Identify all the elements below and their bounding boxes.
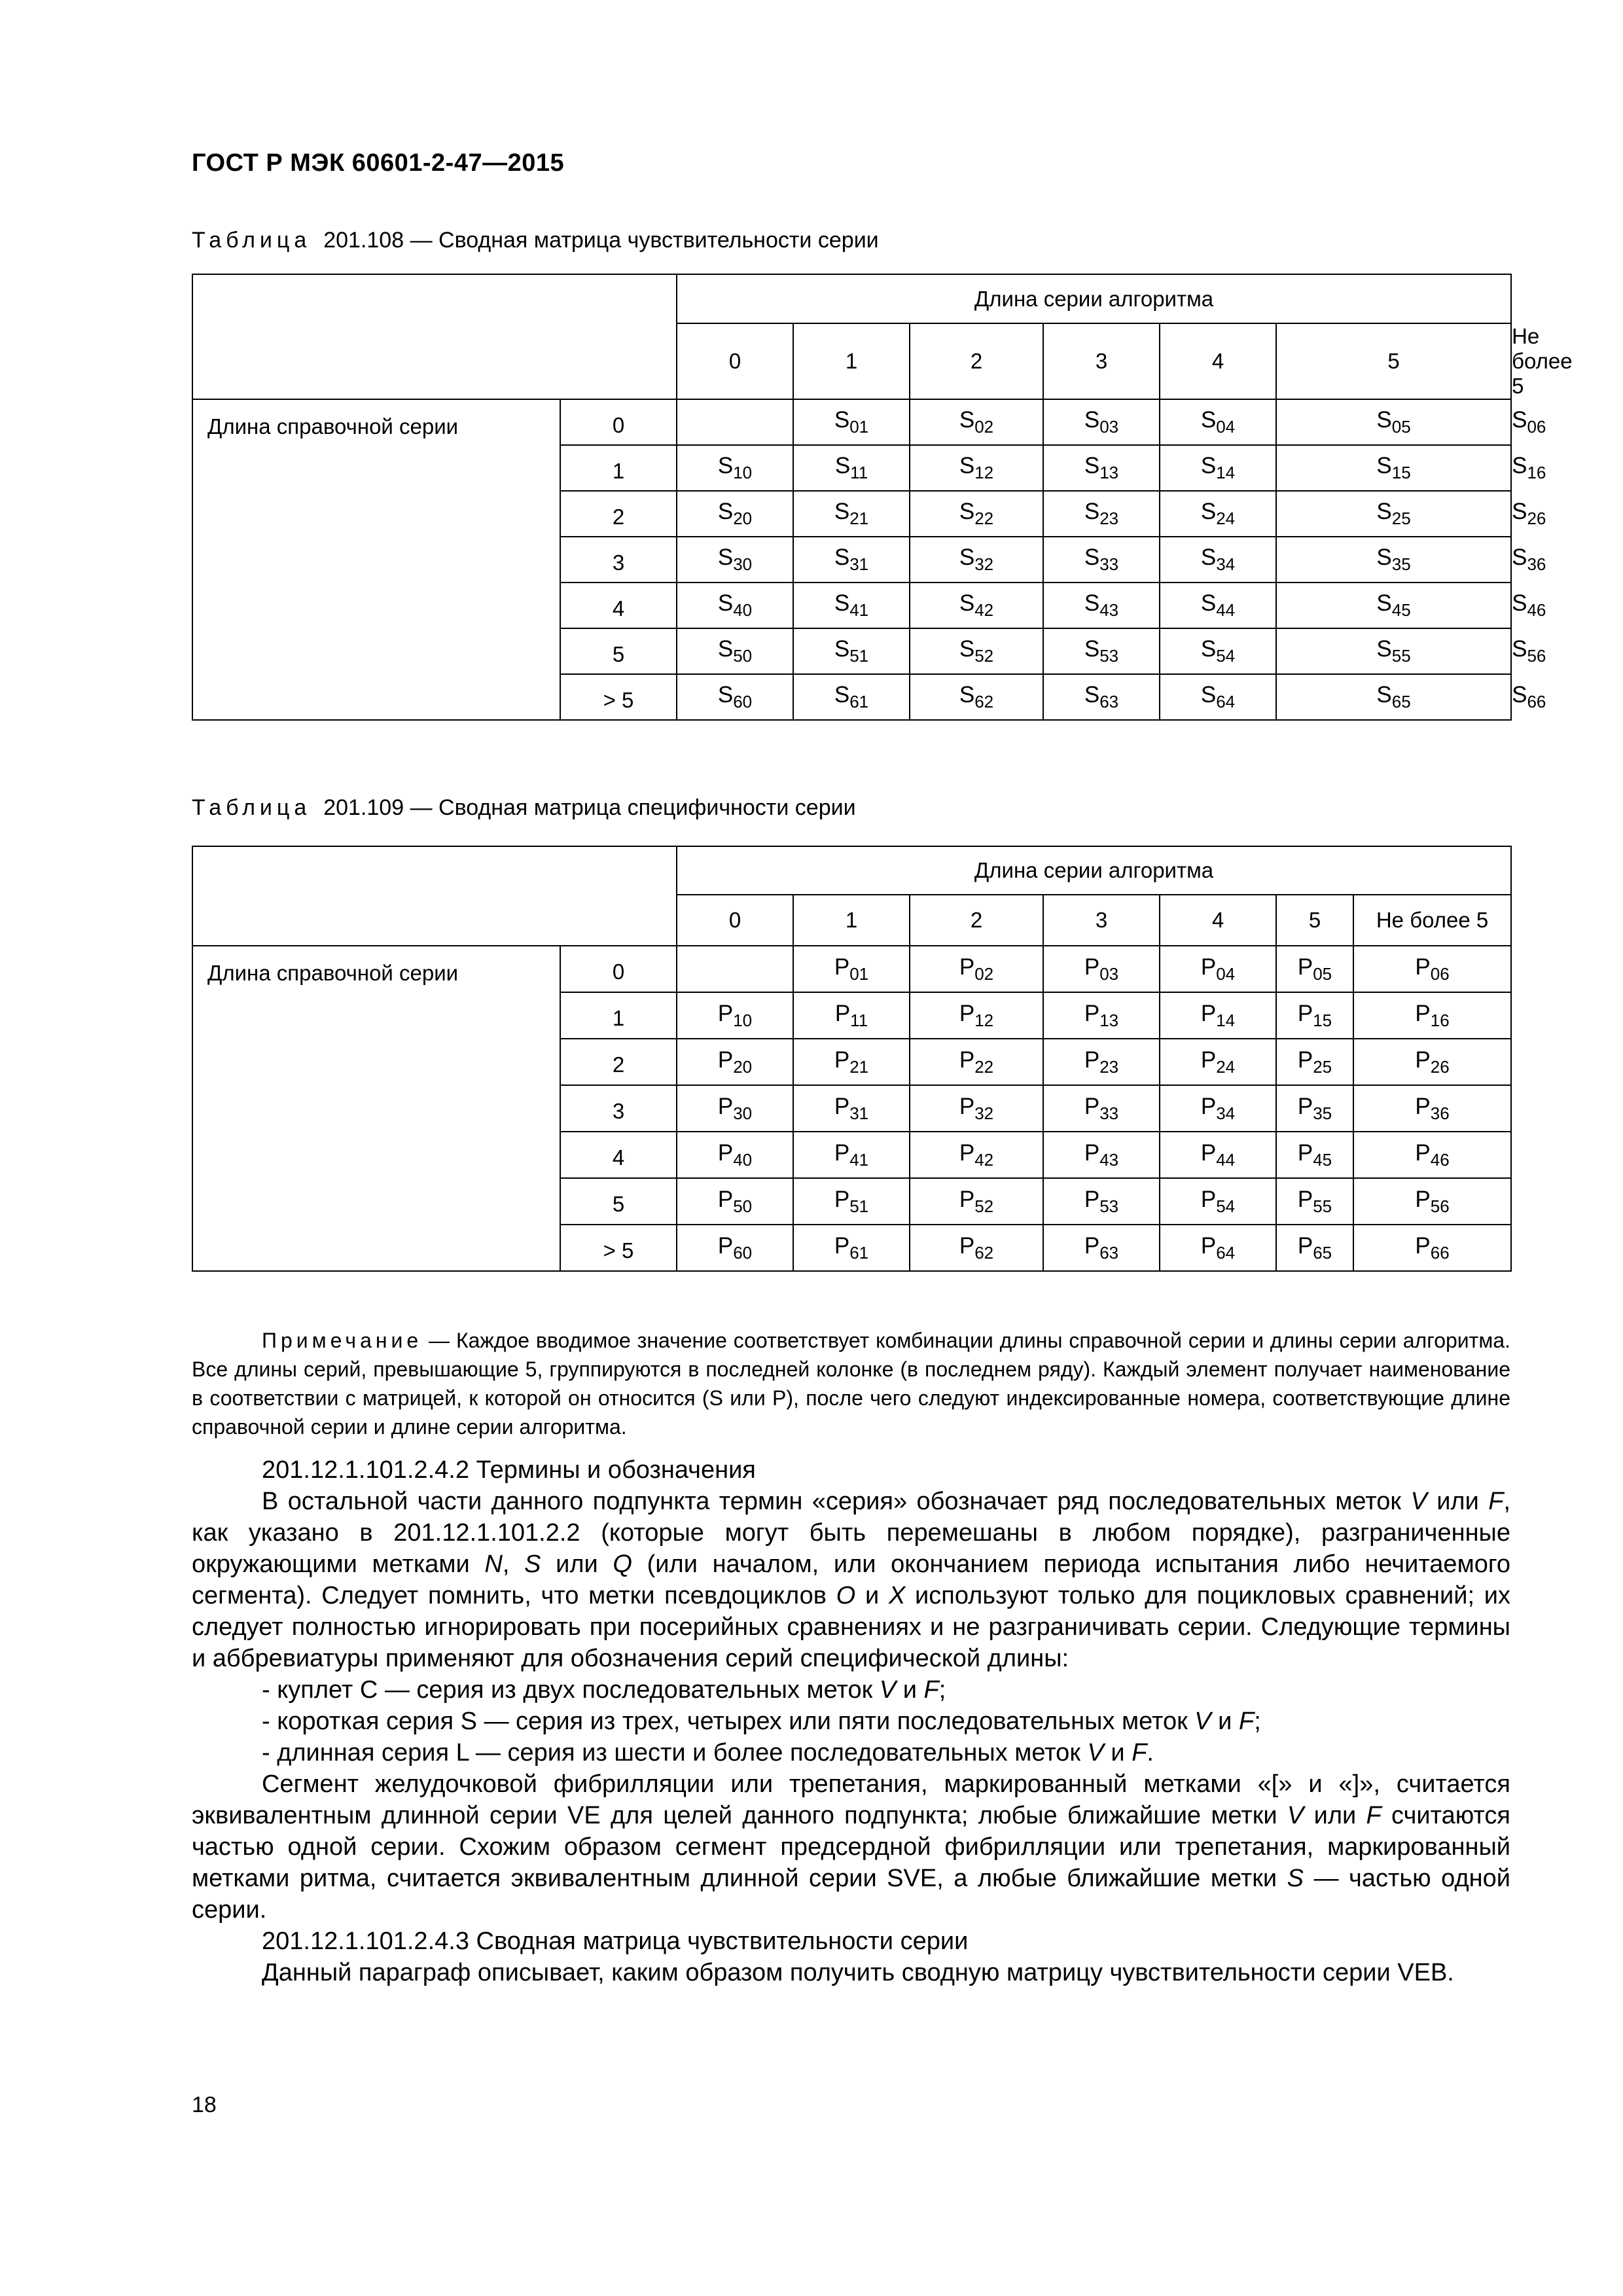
matrix-cell: $S_{20}$: [677, 491, 793, 537]
matrix-cell: $S_{61}$: [793, 674, 910, 720]
matrix-cell: $P_{50}$: [677, 1178, 793, 1225]
matrix-cell: $S_{24}$: [1160, 491, 1276, 537]
matrix-cell: $S_{50}$: [677, 628, 793, 674]
matrix-cell: $S_{45}$: [1276, 583, 1511, 628]
matrix-cell: $S_{02}$: [910, 399, 1043, 445]
matrix-cell: $S_{32}$: [910, 537, 1043, 583]
note-lead: Примечание: [262, 1329, 423, 1352]
matrix-cell: $P_{54}$: [1160, 1178, 1276, 1225]
matrix-cell: [677, 946, 793, 992]
matrix-cell: $S_{55}$: [1276, 628, 1511, 674]
section-heading: 201.12.1.101.2.4.2 Термины и обозначения: [262, 1456, 756, 1484]
matrix-cell: $P_{40}$: [677, 1132, 793, 1178]
table-note: [192, 1326, 1510, 1441]
ref-row-header: 2: [560, 1039, 677, 1085]
matrix-cell: $P_{35}$: [1276, 1085, 1353, 1132]
matrix-cell: $P_{30}$: [677, 1085, 793, 1132]
algo-col-header: 2: [910, 323, 1043, 399]
ref-row-header: 3: [560, 537, 677, 583]
matrix-cell: $S_{63}$: [1043, 674, 1160, 720]
algo-col-header: 4: [1160, 895, 1276, 946]
matrix-cell: $S_{03}$: [1043, 399, 1160, 445]
matrix-cell: $S_{33}$: [1043, 537, 1160, 583]
matrix-cell: $S_{60}$: [677, 674, 793, 720]
matrix-cell: $P_{20}$: [677, 1039, 793, 1085]
matrix-cell: $S_{04}$: [1160, 399, 1276, 445]
caption-text: 201.108 — Сводная матрица чувствительности серии: [323, 228, 879, 253]
matrix-cell: $S_{13}$: [1043, 445, 1160, 491]
matrix-cell: $P_{52}$: [910, 1178, 1043, 1225]
algo-col-header: 3: [1043, 895, 1160, 946]
list-item: - короткая серия S — серия из трех, четырех или пяти последовательных меток V и F;: [262, 1708, 1261, 1735]
matrix-cell: $P_{53}$: [1043, 1178, 1160, 1225]
matrix-cell: $S_{15}$: [1276, 445, 1511, 491]
matrix-cell: [677, 399, 793, 445]
paragraph: Сегмент желудочковой фибрилляции или трепетания, маркированный метками «[» и «]», считается эквивалентным длинной серии VE для целей данного подпункта; любые ближайшие метки V или F считаются частью одной серии. Схожим образом сегмент предсердной фибрилляции или трепетания, маркированный метками ритма, считается эквивалентным длинной серии SVE, а любые ближайшие метки S — частью одной серии.: [192, 1770, 1511, 1924]
matrix-cell: $P_{10}$: [677, 992, 793, 1039]
matrix-cell: $P_{31}$: [793, 1085, 910, 1132]
ref-row-header: > 5: [560, 674, 677, 720]
ref-row-header: 5: [560, 628, 677, 674]
ref-row-header: 3: [560, 1085, 677, 1132]
matrix-cell: $S_{53}$: [1043, 628, 1160, 674]
matrix-cell: $S_{43}$: [1043, 583, 1160, 628]
matrix-cell: $P_{44}$: [1160, 1132, 1276, 1178]
matrix-cell: $P_{34}$: [1160, 1085, 1276, 1132]
matrix-cell: $P_{02}$: [910, 946, 1043, 992]
matrix-cell: $S_{22}$: [910, 491, 1043, 537]
paragraph: Данный параграф описывает, каким образом получить сводную матрицу чувствительности серии VEB.: [262, 1959, 1454, 1986]
matrix-cell: $P_{64}$: [1160, 1225, 1276, 1271]
ref-row-header: 0: [560, 946, 677, 992]
matrix-cell: $P_{36}$: [1353, 1085, 1511, 1132]
matrix-cell: $S_{30}$: [677, 537, 793, 583]
algo-col-header: 1: [793, 895, 910, 946]
table-caption-sensitivity: [192, 228, 879, 253]
matrix-cell: $S_{35}$: [1276, 537, 1511, 583]
caption-lead: Таблица: [192, 228, 312, 253]
page-number: 18: [192, 2092, 217, 2117]
matrix-cell: $S_{31}$: [793, 537, 910, 583]
matrix-cell: $S_{41}$: [793, 583, 910, 628]
matrix-cell: $P_{21}$: [793, 1039, 910, 1085]
algo-col-header: 0: [677, 895, 793, 946]
ref-row-header: 0: [560, 399, 677, 445]
section-heading: 201.12.1.101.2.4.3 Сводная матрица чувствительности серии: [262, 1928, 969, 1955]
matrix-cell: $S_{14}$: [1160, 445, 1276, 491]
matrix-cell: $P_{61}$: [793, 1225, 910, 1271]
matrix-cell: $P_{22}$: [910, 1039, 1043, 1085]
matrix-cell: $P_{05}$: [1276, 946, 1353, 992]
matrix-cell: $S_{23}$: [1043, 491, 1160, 537]
matrix-cell: $P_{56}$: [1353, 1178, 1511, 1225]
matrix-cell: $S_{21}$: [793, 491, 910, 537]
matrix-cell: $P_{46}$: [1353, 1132, 1511, 1178]
note-text: — Каждое вводимое значение соответствует комбинации длины справочной серии и длины серии алгоритма. Все длины серий, превышающие 5, группируются в последней колонке (в последнем ряду). Каждый элемент получает наименование в соответствии с матрицей, к которой он относится (S или P), после чего следуют индексированные номера, соответствующие длине справочной серии и длине серии алгоритма.: [192, 1329, 1510, 1439]
corner-cell: [192, 846, 677, 946]
ref-row-header: 2: [560, 491, 677, 537]
matrix-cell: $P_{65}$: [1276, 1225, 1353, 1271]
ref-row-header: 1: [560, 992, 677, 1039]
matrix-cell: $S_{05}$: [1276, 399, 1511, 445]
caption-lead: Таблица: [192, 795, 312, 820]
matrix-cell: $P_{23}$: [1043, 1039, 1160, 1085]
matrix-cell: $P_{24}$: [1160, 1039, 1276, 1085]
algo-length-header: Длина серии алгоритма: [677, 274, 1511, 323]
table-caption-specificity: [192, 795, 856, 821]
matrix-cell: $S_{42}$: [910, 583, 1043, 628]
ref-row-header: 1: [560, 445, 677, 491]
matrix-cell: $P_{42}$: [910, 1132, 1043, 1178]
matrix-cell: $P_{26}$: [1353, 1039, 1511, 1085]
matrix-cell: $S_{40}$: [677, 583, 793, 628]
matrix-cell: $P_{01}$: [793, 946, 910, 992]
matrix-cell: $P_{15}$: [1276, 992, 1353, 1039]
matrix-cell: $P_{51}$: [793, 1178, 910, 1225]
matrix-cell: $S_{51}$: [793, 628, 910, 674]
matrix-cell: $P_{13}$: [1043, 992, 1160, 1039]
matrix-cell: $S_{54}$: [1160, 628, 1276, 674]
ref-row-header: 5: [560, 1178, 677, 1225]
ref-row-header: 4: [560, 1132, 677, 1178]
algo-col-header: 5: [1276, 895, 1353, 946]
matrix-cell: $S_{01}$: [793, 399, 910, 445]
document-header: ГОСТ Р МЭК 60601-2-47—2015: [192, 149, 565, 177]
matrix-cell: $P_{63}$: [1043, 1225, 1160, 1271]
matrix-cell: $S_{25}$: [1276, 491, 1511, 537]
algo-col-header: 0: [677, 323, 793, 399]
algo-col-header: 5: [1276, 323, 1511, 399]
matrix-cell: $S_{44}$: [1160, 583, 1276, 628]
matrix-cell: $P_{25}$: [1276, 1039, 1353, 1085]
matrix-cell: $P_{12}$: [910, 992, 1043, 1039]
matrix-cell: $P_{41}$: [793, 1132, 910, 1178]
sensitivity-matrix-table: Длина серии алгоритма 0 1 2 3 4 5 Не более 5 Длина справочной серии 0 $S_{01}$ $S_{02}$ $S_{03}$ $S_{04}$ $S_{05}$ $S_{06}$ 1 $S_{10}$ $S_{11}$ $S_{12}$ $S_{13}$ $S_{14}$ $S_{15}$ $S_{16}$ 2 $S_{20}$ $S_{21}$ $S_{22}$ $S_{23}$ $S_{24}$ $S_{25}$ $S_{26}$ 3 $S_{30}$ $S_{31}$ $S_{32}$ $S_{33}$ $S_{34}$ $S_{35}$ $S_{36}$ 4 $S_{40}$ $S_{41}$ $S_{42}$ $S_{43}$ $S_{44}$ $S_{45}$ $S_{46}$ 5 $S_{50}$ $S_{51}$ $S_{52}$ $S_{53}$ $S_{54}$ $S_{55}$ $S_{56}$ > 5 $S_{60}$ $S_{61}$ $S_{62}$ $S_{63}$ $S_{64}$ $S_{65}$ $S_{66}$: [192, 274, 1512, 721]
matrix-cell: $S_{12}$: [910, 445, 1043, 491]
matrix-cell: $S_{11}$: [793, 445, 910, 491]
matrix-cell: $S_{10}$: [677, 445, 793, 491]
ref-row-header: > 5: [560, 1225, 677, 1271]
matrix-cell: $P_{11}$: [793, 992, 910, 1039]
algo-col-header: 1: [793, 323, 910, 399]
caption-text: 201.109 — Сводная матрица специфичности серии: [323, 795, 856, 820]
matrix-cell: $P_{62}$: [910, 1225, 1043, 1271]
matrix-cell: $S_{65}$: [1276, 674, 1511, 720]
algo-length-header: Длина серии алгоритма: [677, 846, 1511, 895]
ref-length-label: Длина справочной серии: [192, 946, 560, 1271]
matrix-cell: $S_{52}$: [910, 628, 1043, 674]
algo-col-header: 2: [910, 895, 1043, 946]
corner-cell: [192, 274, 677, 399]
paragraph: В остальной части данного подпункта термин «серия» обозначает ряд последовательных меток V или F, как указано в 201.12.1.101.2.2 (которые могут быть перемешаны в любом порядке), разграниченные окружающими метками N, S или Q (или началом, или окончанием периода испытания либо нечитаемого сегмента). Следует помнить, что метки псевдоциклов O и X используют только для поцикловых сравнений; их следует полностью игнорировать при посерийных сравнениях и не разграничивать серии. Следующие термины и аббревиатуры применяют для обозначения серий специфической длины:: [192, 1488, 1511, 1672]
matrix-cell: $P_{45}$: [1276, 1132, 1353, 1178]
matrix-cell: $S_{62}$: [910, 674, 1043, 720]
matrix-cell: $P_{14}$: [1160, 992, 1276, 1039]
matrix-cell: $P_{55}$: [1276, 1178, 1353, 1225]
matrix-cell: $P_{03}$: [1043, 946, 1160, 992]
matrix-cell: $P_{33}$: [1043, 1085, 1160, 1132]
list-item: - куплет C — серия из двух последовательных меток V и F;: [262, 1676, 946, 1704]
matrix-cell: $P_{16}$: [1353, 992, 1511, 1039]
matrix-cell: $P_{43}$: [1043, 1132, 1160, 1178]
matrix-cell: $S_{64}$: [1160, 674, 1276, 720]
algo-col-header: 3: [1043, 323, 1160, 399]
algo-col-header: Не более 5: [1353, 895, 1511, 946]
list-item: - длинная серия L — серия из шести и более последовательных меток V и F.: [262, 1739, 1154, 1767]
matrix-cell: $P_{32}$: [910, 1085, 1043, 1132]
matrix-cell: $S_{34}$: [1160, 537, 1276, 583]
algo-col-header: 4: [1160, 323, 1276, 399]
body-text: [192, 1454, 1510, 1988]
matrix-cell: $P_{66}$: [1353, 1225, 1511, 1271]
specificity-matrix-table: [192, 846, 1512, 1272]
matrix-cell: $P_{04}$: [1160, 946, 1276, 992]
matrix-cell: $P_{06}$: [1353, 946, 1511, 992]
ref-length-label: Длина справочной серии: [192, 399, 560, 720]
matrix-cell: $P_{60}$: [677, 1225, 793, 1271]
ref-row-header: 4: [560, 583, 677, 628]
